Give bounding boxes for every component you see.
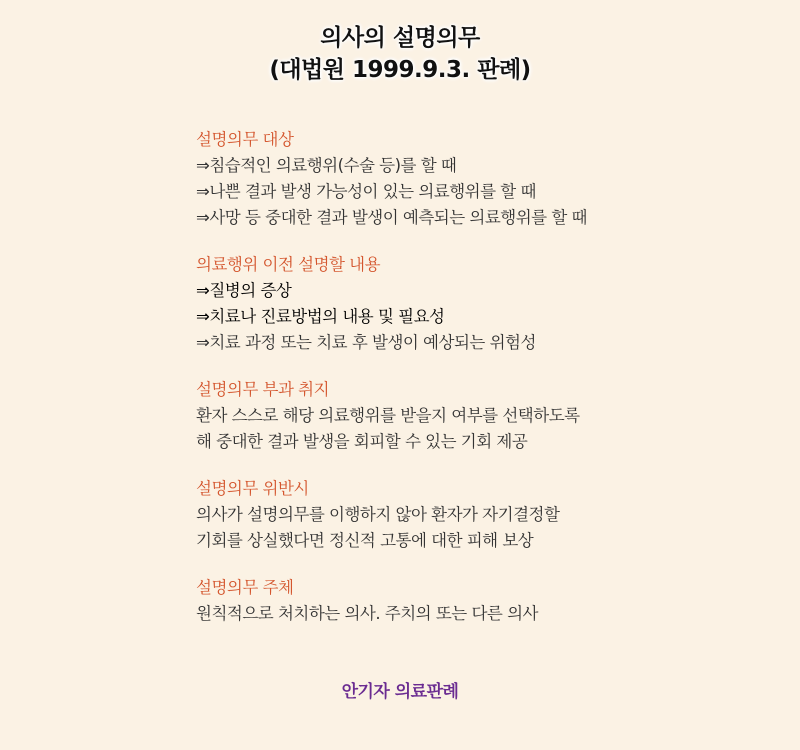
section-line: 의사가 설명의무를 이행하지 않아 환자가 자기결정할: [196, 505, 560, 524]
section-heading: 설명의무 대상: [196, 130, 294, 149]
page-title: [0, 22, 800, 86]
section-line: ⇒질병의 증상: [196, 281, 292, 300]
section-line: ⇒치료 과정 또는 치료 후 발생이 예상되는 위험성: [196, 333, 536, 352]
title-subtitle: (대법원 1999.9.3. 판례): [269, 57, 531, 83]
section-heading: 설명의무 부과 취지: [196, 380, 330, 399]
section-violation: [196, 476, 786, 554]
section-line: ⇒나쁜 결과 발생 가능성이 있는 의료행위를 할 때: [196, 182, 536, 201]
footer-credit: 안기자 의료판례: [341, 682, 459, 702]
section-heading: 의료행위 이전 설명할 내용: [196, 255, 381, 274]
section-line: 해 중대한 결과 발생을 회피할 수 있는 기회 제공: [196, 432, 528, 451]
section-purpose: [196, 377, 786, 455]
section-line: 기회를 상실했다면 정신적 고통에 대한 피해 보상: [196, 531, 534, 550]
section-heading: 설명의무 위반시: [196, 479, 309, 498]
section-line: ⇒침습적인 의료행위(수술 등)를 할 때: [196, 156, 457, 175]
section-line: ⇒사망 등 중대한 결과 발생이 예측되는 의료행위를 할 때: [196, 208, 587, 227]
section-line: ⇒치료나 진료방법의 내용 및 필요성: [196, 307, 445, 326]
title-main: 의사의 설명의무: [320, 25, 480, 51]
section-line: 원칙적으로 처치하는 의사. 주치의 또는 다른 의사: [196, 604, 538, 623]
section-line: 환자 스스로 해당 의료행위를 받을지 여부를 선택하도록: [196, 406, 580, 425]
section-content: [196, 252, 786, 356]
content-body: [196, 127, 786, 648]
section-subject: [196, 575, 786, 627]
section-target: [196, 127, 786, 231]
section-heading: 설명의무 주체: [196, 578, 294, 597]
